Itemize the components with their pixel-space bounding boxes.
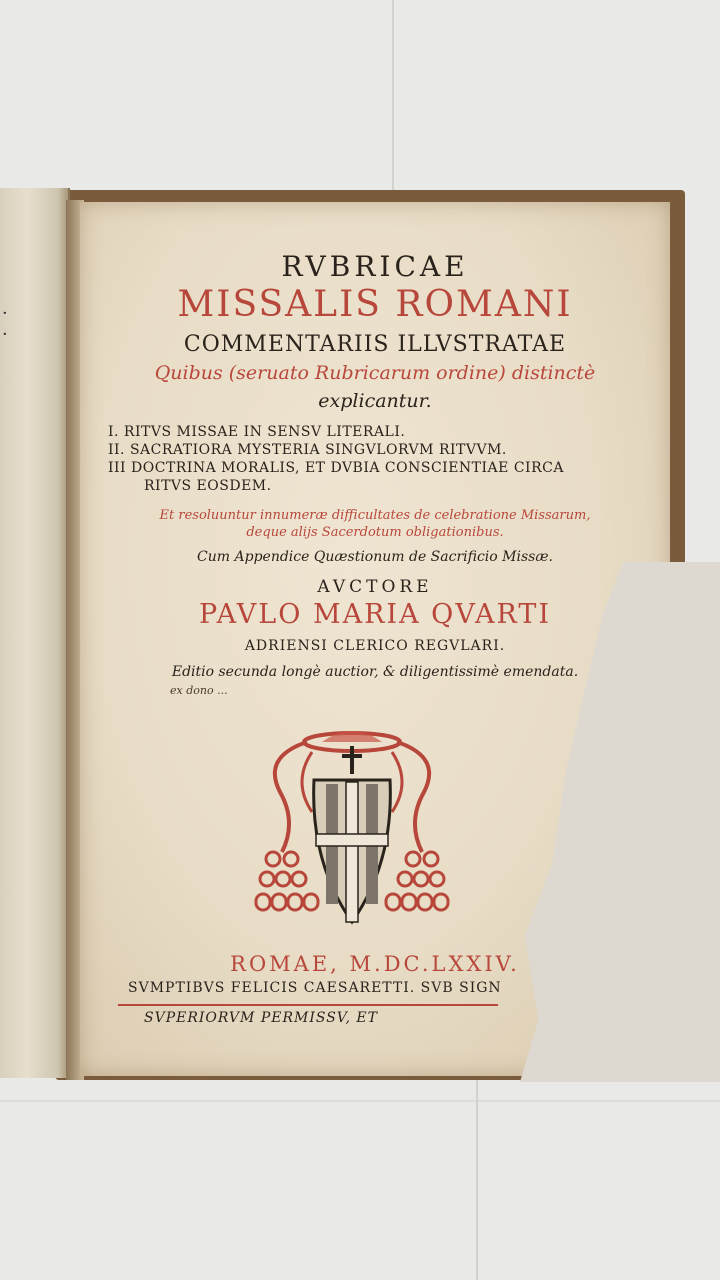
tile-seam [0,1100,720,1102]
handwritten-inscription: ex dono ... [170,684,228,697]
list-item-3-cont: RITVS EOSDEM. [144,478,272,494]
flyleaf [0,188,70,1078]
resolution-line-1: Et resoluuntur innumeræ difficultates de celebratione Missarum, [159,508,591,523]
flyleaf-marks: · · [2,303,8,345]
resolution-line-2: deque alijs Sacerdotum obligationibus. [246,525,504,540]
tile-seam [476,1075,478,1280]
cardinal-coat-of-arms-icon [252,722,452,942]
edition-note: Editio secunda longè auctior, & diligentissimè emendata. [171,664,579,680]
author-name: PAVLO MARIA QVARTI [198,599,552,630]
author-description: ADRIENSI CLERICO REGVLARI. [244,638,506,654]
title-page [80,202,670,1076]
subtitle-quibus: Quibus (seruato Rubricarum ordine) distinctè [154,362,596,384]
tile-seam [392,0,394,200]
list-item-1: I. RITVS MISSAE IN SENSV LITERALI. [108,424,406,440]
title-rubricae: RVBRICAE [281,250,469,283]
imprint-publisher: SVMPTIBVS FELICIS CAESARETTI. SVB SIGN [128,980,502,996]
permission-line: SVPERIORVM PERMISSV, ET [144,1010,378,1026]
subtitle-explicantur: explicantur. [318,390,432,412]
antique-book [0,180,690,1090]
subtitle-commentariis: COMMENTARIIS ILLVSTRATAE [183,332,567,357]
list-item-3: III DOCTRINA MORALIS, ET DVBIA CONSCIENTIAE CIRCA [108,460,564,476]
appendix-line: Cum Appendice Quæstionum de Sacrificio Missæ. [197,549,553,565]
imprint-rule [118,1004,498,1006]
list-item-2: II. SACRATIORA MYSTERIA SINGVLORVM RITVVM. [108,442,507,458]
imprint-place-date: ROMAE, M.DC.LXXIV. [230,952,520,976]
auctore-label: AVCTORE [317,577,433,597]
title-missalis-romani: MISSALIS ROMANI [177,284,573,325]
